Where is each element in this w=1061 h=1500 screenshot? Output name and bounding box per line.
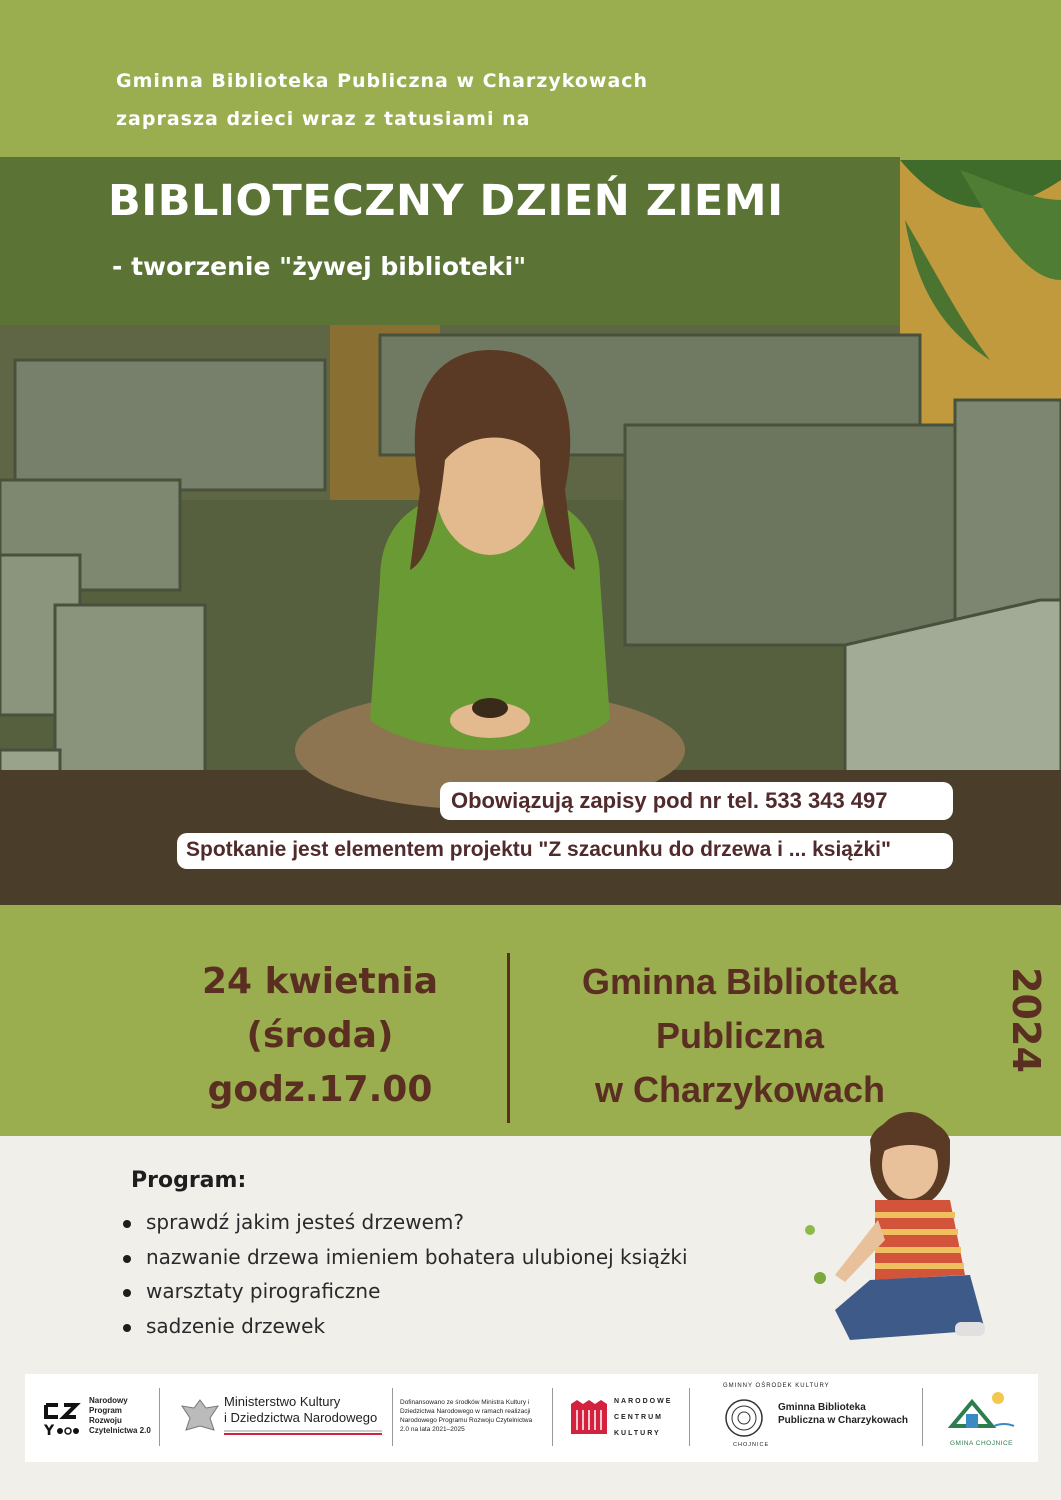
program-item: sadzenie drzewek	[120, 1314, 688, 1349]
footer-divider	[159, 1388, 160, 1446]
nprc-logo-icon	[42, 1399, 82, 1439]
svg-text:Y: Y	[44, 1423, 55, 1439]
ministry-name-line2: i Dziedzictwa Narodowego	[224, 1410, 378, 1425]
project-notice: Spotkanie jest elementem projektu "Z szacunku do drzewa i ... książki"	[177, 833, 953, 869]
footer-divider	[689, 1388, 690, 1446]
program-list	[120, 1210, 688, 1348]
gok-city-text: CHOJNICE	[733, 1442, 770, 1448]
gok-ring-text: GMINNY OŚRODEK KULTURY	[723, 1383, 830, 1389]
place-line-1: Gminna Biblioteka	[581, 961, 899, 1002]
ministry-underline-white	[224, 1430, 382, 1432]
polish-eagle-icon	[178, 1396, 222, 1440]
year-label	[1004, 965, 1048, 1075]
year-text: 2024	[1004, 967, 1048, 1073]
gmina-name: GMINA CHOJNICE	[950, 1440, 1013, 1447]
sponsor-footer	[25, 1374, 1038, 1462]
library-name-line1: Gminna Biblioteka	[778, 1402, 866, 1413]
program-item: warsztaty pirograficzne	[120, 1279, 688, 1314]
nck-name-line2: CENTRUM	[614, 1414, 663, 1421]
place-line-3: w Charzykowach	[594, 1069, 886, 1110]
organizer-line: Gminna Biblioteka Publiczna w Charzykowach	[116, 70, 649, 92]
footer-divider	[552, 1388, 553, 1446]
event-subtitle: - tworzenie "żywej biblioteki"	[112, 252, 527, 281]
nck-name-line3: KULTURY	[614, 1430, 661, 1437]
event-title: BIBLIOTECZNY DZIEŃ ZIEMI	[108, 176, 784, 226]
library-name-line2: Publiczna w Charzykowach	[778, 1415, 909, 1426]
event-weekday: (środa)	[246, 1015, 394, 1056]
event-date: 24 kwietnia	[201, 961, 439, 1002]
gmina-chojnice-logo-icon	[946, 1386, 1018, 1438]
footer-divider	[392, 1388, 393, 1446]
program-item: sprawdź jakim jesteś drzewem?	[120, 1210, 688, 1245]
invitation-line: zaprasza dzieci wraz z tatusiami na	[116, 108, 531, 130]
info-divider	[507, 953, 510, 1123]
ministry-name-line1: Ministerstwo Kultury	[224, 1394, 341, 1409]
footer-divider	[922, 1388, 923, 1446]
program-item: nazwanie drzewa imieniem bohatera ulubionej książki	[120, 1245, 688, 1280]
funding-note: Dofinansowano ze środków Ministra Kultury i Dziedzictwa Narodowego w ramach realizacji Narodowego Programu Rozwoju Czytelnictwa 2.0 na lata 2021–2025	[400, 1399, 533, 1433]
event-time: godz.17.00	[207, 1069, 433, 1110]
registration-notice: Obowiązują zapisy pod nr tel. 533 343 497	[440, 782, 953, 820]
date-block	[170, 955, 470, 1117]
nprc-name: Narodowy Program Rozwoju Czytelnictwa 2.0	[89, 1396, 151, 1435]
nck-name-line1: NARODOWE	[614, 1398, 673, 1405]
nck-logo-icon	[571, 1400, 607, 1436]
program-title: Program:	[131, 1168, 247, 1193]
ministry-underline-red	[224, 1433, 382, 1435]
place-line-2: Publiczna	[655, 1015, 825, 1056]
place-block	[545, 955, 935, 1117]
kneeling-child-illustration	[790, 1100, 990, 1345]
